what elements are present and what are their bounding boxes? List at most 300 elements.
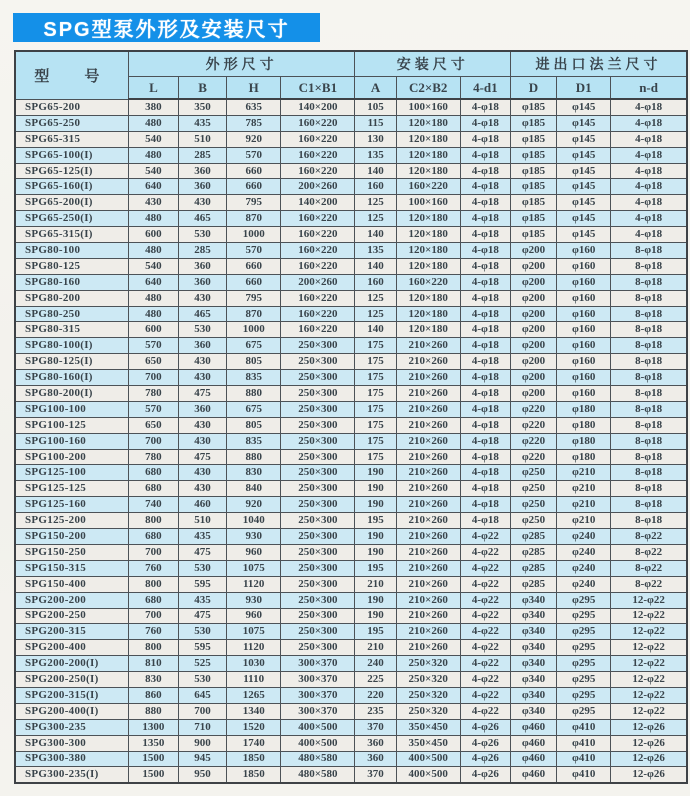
value-cell: 480 [128,147,178,163]
value-cell: 960 [227,544,281,560]
value-cell: 4-φ22 [460,703,510,719]
value-cell: 8-φ18 [611,306,687,322]
value-cell: 4-φ18 [460,322,510,338]
value-cell: 800 [128,513,178,529]
value-cell: φ460 [510,751,556,767]
value-cell: 250×300 [281,497,355,513]
table-row [15,163,687,179]
value-cell: 8-φ18 [611,465,687,481]
value-cell: 210×260 [396,513,460,529]
value-cell: 175 [355,449,396,465]
value-cell: 250×300 [281,592,355,608]
value-cell: φ210 [557,465,611,481]
value-cell: 190 [355,544,396,560]
value-cell: 540 [128,163,178,179]
value-cell: 8-φ18 [611,290,687,306]
value-cell: 160×220 [281,163,355,179]
value-cell: φ160 [557,370,611,386]
value-cell: φ185 [510,195,556,211]
model-cell: SPG100-100 [15,401,128,417]
value-cell: 160×220 [281,290,355,306]
value-cell: 210×260 [396,560,460,576]
value-cell: φ200 [510,258,556,274]
value-cell: 8-φ18 [611,481,687,497]
value-cell: 8-φ22 [611,576,687,592]
table-row [15,767,687,783]
value-cell: φ185 [510,163,556,179]
value-cell: 1500 [128,767,178,783]
value-cell: 1040 [227,513,281,529]
value-cell: 120×180 [396,322,460,338]
value-cell: 530 [178,624,226,640]
model-cell: SPG65-125(I) [15,163,128,179]
value-cell: φ340 [510,703,556,719]
model-cell: SPG200-200(I) [15,656,128,672]
header-install-group: 安装尺寸 [355,51,510,77]
value-cell: 920 [227,131,281,147]
value-cell: 105 [355,99,396,115]
value-cell: 680 [128,529,178,545]
value-cell: 635 [227,99,281,115]
value-cell: 650 [128,354,178,370]
value-cell: 250×300 [281,354,355,370]
value-cell: 250×300 [281,386,355,402]
value-cell: 700 [128,370,178,386]
value-cell: 1075 [227,624,281,640]
value-cell: 160×220 [396,274,460,290]
value-cell: 175 [355,401,396,417]
value-cell: 250×300 [281,529,355,545]
value-cell: φ250 [510,513,556,529]
model-cell: SPG100-125 [15,417,128,433]
value-cell: 210×260 [396,640,460,656]
value-cell: φ200 [510,306,556,322]
value-cell: 1120 [227,576,281,592]
subheader-C2xB2: C2×B2 [396,77,460,100]
value-cell: 960 [227,608,281,624]
value-cell: 430 [178,354,226,370]
value-cell: 465 [178,306,226,322]
table-row [15,354,687,370]
value-cell: 210×260 [396,354,460,370]
value-cell: 920 [227,497,281,513]
value-cell: 190 [355,608,396,624]
model-cell: SPG300-235 [15,719,128,735]
value-cell: 4-φ18 [611,131,687,147]
value-cell: 795 [227,290,281,306]
value-cell: φ410 [557,751,611,767]
value-cell: 4-φ18 [460,274,510,290]
value-cell: φ145 [557,179,611,195]
value-cell: 1350 [128,735,178,751]
model-cell: SPG80-125 [15,258,128,274]
model-cell: SPG150-250 [15,544,128,560]
value-cell: 380 [128,99,178,115]
value-cell: φ145 [557,211,611,227]
value-cell: 160×220 [281,258,355,274]
value-cell: 195 [355,624,396,640]
value-cell: φ220 [510,401,556,417]
value-cell: 190 [355,497,396,513]
table-row [15,608,687,624]
value-cell: 12-φ22 [611,592,687,608]
value-cell: 460 [178,497,226,513]
value-cell: 135 [355,243,396,259]
value-cell: 160 [355,274,396,290]
header-flange-group: 进出口法兰尺寸 [510,51,687,77]
value-cell: 125 [355,290,396,306]
value-cell: 250×300 [281,465,355,481]
model-cell: SPG150-400 [15,576,128,592]
table-row [15,560,687,576]
value-cell: 4-φ26 [460,735,510,751]
value-cell: φ285 [510,560,556,576]
value-cell: 760 [128,624,178,640]
value-cell: 8-φ18 [611,497,687,513]
value-cell: 360 [355,751,396,767]
value-cell: φ145 [557,163,611,179]
value-cell: φ210 [557,497,611,513]
header-model: 型 号 [15,51,128,99]
value-cell: 700 [128,544,178,560]
value-cell: 8-φ22 [611,544,687,560]
value-cell: 210×260 [396,449,460,465]
table-row [15,243,687,259]
value-cell: 250×300 [281,449,355,465]
value-cell: φ185 [510,211,556,227]
value-cell: 4-φ22 [460,608,510,624]
value-cell: 4-φ18 [460,481,510,497]
model-cell: SPG80-100 [15,243,128,259]
value-cell: 435 [178,592,226,608]
value-cell: 140×200 [281,195,355,211]
model-cell: SPG125-125 [15,481,128,497]
value-cell: 595 [178,640,226,656]
value-cell: 4-φ22 [460,640,510,656]
value-cell: 175 [355,433,396,449]
subheader-C1xB1: C1×B1 [281,77,355,100]
value-cell: 1000 [227,322,281,338]
value-cell: 710 [178,719,226,735]
value-cell: 4-φ18 [460,401,510,417]
value-cell: 4-φ18 [460,449,510,465]
model-cell: SPG125-200 [15,513,128,529]
value-cell: 1265 [227,687,281,703]
value-cell: 8-φ18 [611,401,687,417]
table-row [15,211,687,227]
value-cell: 12-φ22 [611,656,687,672]
value-cell: 120×180 [396,131,460,147]
value-cell: 4-φ22 [460,560,510,576]
value-cell: 475 [178,386,226,402]
value-cell: φ340 [510,687,556,703]
value-cell: φ460 [510,719,556,735]
value-cell: 4-φ18 [611,211,687,227]
value-cell: 235 [355,703,396,719]
value-cell: 4-φ18 [460,290,510,306]
value-cell: 660 [227,258,281,274]
table-header [15,51,687,99]
value-cell: 140 [355,227,396,243]
value-cell: 250×320 [396,687,460,703]
value-cell: φ160 [557,306,611,322]
value-cell: 510 [178,513,226,529]
table-row [15,640,687,656]
value-cell: 4-φ18 [460,465,510,481]
value-cell: 175 [355,338,396,354]
value-cell: φ200 [510,338,556,354]
value-cell: 360 [178,338,226,354]
value-cell: 4-φ18 [460,417,510,433]
model-cell: SPG80-160 [15,274,128,290]
value-cell: 250×300 [281,370,355,386]
value-cell: 430 [178,417,226,433]
value-cell: φ250 [510,481,556,497]
value-cell: φ160 [557,290,611,306]
value-cell: 250×300 [281,417,355,433]
value-cell: φ160 [557,258,611,274]
value-cell: 4-φ18 [460,354,510,370]
value-cell: 8-φ18 [611,386,687,402]
value-cell: 350×450 [396,735,460,751]
value-cell: 120×180 [396,227,460,243]
value-cell: 1740 [227,735,281,751]
subheader-D1: D1 [557,77,611,100]
value-cell: 4-φ18 [460,306,510,322]
value-cell: φ145 [557,227,611,243]
value-cell: φ145 [557,115,611,131]
model-cell: SPG80-160(I) [15,370,128,386]
value-cell: 595 [178,576,226,592]
value-cell: 300×370 [281,703,355,719]
model-cell: SPG100-160 [15,433,128,449]
value-cell: 4-φ18 [460,433,510,449]
model-cell: SPG300-380 [15,751,128,767]
value-cell: 12-φ26 [611,735,687,751]
value-cell: 195 [355,560,396,576]
table-row [15,258,687,274]
value-cell: 360 [178,274,226,290]
value-cell: 400×500 [396,767,460,783]
table-row [15,417,687,433]
page-title: SPG型泵外形及安装尺寸 [43,19,290,41]
value-cell: 225 [355,672,396,688]
value-cell: φ250 [510,465,556,481]
value-cell: 4-φ18 [460,370,510,386]
value-cell: 530 [178,227,226,243]
table-row [15,481,687,497]
value-cell: 360 [178,401,226,417]
value-cell: 8-φ18 [611,243,687,259]
value-cell: 250×300 [281,560,355,576]
value-cell: 160×220 [281,306,355,322]
value-cell: 430 [178,195,226,211]
value-cell: 250×300 [281,401,355,417]
value-cell: 430 [178,481,226,497]
model-cell: SPG80-125(I) [15,354,128,370]
value-cell: 660 [227,179,281,195]
value-cell: 210×260 [396,386,460,402]
value-cell: 250×300 [281,640,355,656]
value-cell: 660 [227,163,281,179]
value-cell: 640 [128,274,178,290]
value-cell: 250×300 [281,338,355,354]
value-cell: φ340 [510,592,556,608]
value-cell: 930 [227,529,281,545]
value-cell: φ410 [557,719,611,735]
dimensions-table [14,50,688,784]
table-row [15,386,687,402]
value-cell: 430 [178,465,226,481]
value-cell: 900 [178,735,226,751]
value-cell: φ240 [557,560,611,576]
subheader-A: A [355,77,396,100]
value-cell: 140×200 [281,99,355,115]
value-cell: 570 [128,338,178,354]
value-cell: φ285 [510,544,556,560]
model-cell: SPG65-100(I) [15,147,128,163]
value-cell: 740 [128,497,178,513]
value-cell: 1110 [227,672,281,688]
table-row [15,306,687,322]
value-cell: 160×220 [281,227,355,243]
value-cell: 4-φ18 [460,195,510,211]
value-cell: 4-φ22 [460,529,510,545]
value-cell: 12-φ22 [611,687,687,703]
value-cell: φ185 [510,147,556,163]
value-cell: 435 [178,115,226,131]
value-cell: φ340 [510,624,556,640]
table-body [15,99,687,783]
value-cell: 250×320 [396,672,460,688]
value-cell: 8-φ18 [611,449,687,465]
model-cell: SPG200-200 [15,592,128,608]
value-cell: 125 [355,306,396,322]
value-cell: 870 [227,306,281,322]
value-cell: φ180 [557,449,611,465]
value-cell: 370 [355,767,396,783]
value-cell: 120×180 [396,290,460,306]
value-cell: 950 [178,767,226,783]
value-cell: 4-φ18 [460,179,510,195]
value-cell: 835 [227,433,281,449]
value-cell: 600 [128,322,178,338]
value-cell: 840 [227,481,281,497]
value-cell: 475 [178,449,226,465]
value-cell: φ160 [557,354,611,370]
value-cell: 680 [128,592,178,608]
value-cell: 1000 [227,227,281,243]
value-cell: 530 [178,322,226,338]
value-cell: 175 [355,417,396,433]
value-cell: 780 [128,449,178,465]
value-cell: 400×500 [281,735,355,751]
value-cell: 115 [355,115,396,131]
value-cell: 1520 [227,719,281,735]
value-cell: 250×320 [396,656,460,672]
table-row [15,656,687,672]
value-cell: 4-φ18 [460,338,510,354]
table-row [15,624,687,640]
value-cell: 4-φ18 [611,115,687,131]
value-cell: φ340 [510,608,556,624]
value-cell: 945 [178,751,226,767]
value-cell: 600 [128,227,178,243]
table-row [15,592,687,608]
value-cell: 4-φ18 [460,243,510,259]
value-cell: φ185 [510,131,556,147]
value-cell: 210×260 [396,465,460,481]
value-cell: 125 [355,195,396,211]
value-cell: 120×180 [396,115,460,131]
value-cell: 135 [355,147,396,163]
value-cell: 120×180 [396,163,460,179]
table-row [15,115,687,131]
table-row [15,433,687,449]
table-row [15,497,687,513]
model-cell: SPG80-100(I) [15,338,128,354]
value-cell: 480 [128,290,178,306]
model-cell: SPG200-400 [15,640,128,656]
value-cell: 220 [355,687,396,703]
value-cell: φ240 [557,529,611,545]
value-cell: 210×260 [396,417,460,433]
value-cell: 130 [355,131,396,147]
value-cell: 880 [227,386,281,402]
value-cell: 140 [355,322,396,338]
table-row [15,322,687,338]
value-cell: 12-φ26 [611,719,687,735]
value-cell: 120×180 [396,258,460,274]
value-cell: 8-φ18 [611,513,687,529]
table-row [15,338,687,354]
table-row [15,131,687,147]
table-row [15,195,687,211]
value-cell: 805 [227,417,281,433]
value-cell: 4-φ22 [460,576,510,592]
value-cell: 4-φ22 [460,592,510,608]
value-cell: φ185 [510,227,556,243]
subheader-B: B [178,77,226,100]
value-cell: 4-φ22 [460,656,510,672]
value-cell: 120×180 [396,147,460,163]
value-cell: 540 [128,131,178,147]
title-banner [13,13,320,42]
value-cell: 4-φ26 [460,751,510,767]
table-row [15,544,687,560]
value-cell: 1075 [227,560,281,576]
value-cell: φ340 [510,672,556,688]
value-cell: φ145 [557,131,611,147]
table-row [15,274,687,290]
value-cell: φ210 [557,513,611,529]
value-cell: φ295 [557,592,611,608]
value-cell: 8-φ18 [611,417,687,433]
value-cell: 140 [355,258,396,274]
value-cell: φ220 [510,449,556,465]
value-cell: 210×260 [396,401,460,417]
value-cell: 480 [128,115,178,131]
value-cell: 250×300 [281,433,355,449]
value-cell: φ200 [510,386,556,402]
table-row [15,290,687,306]
value-cell: 1340 [227,703,281,719]
model-cell: SPG65-315(I) [15,227,128,243]
value-cell: 240 [355,656,396,672]
value-cell: 360 [178,258,226,274]
value-cell: 4-φ22 [460,672,510,688]
value-cell: 700 [178,703,226,719]
